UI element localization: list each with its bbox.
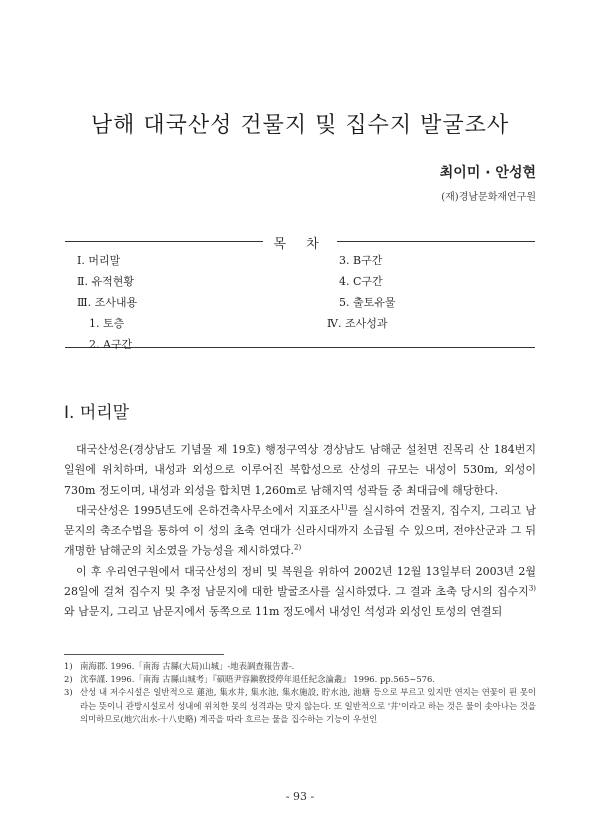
paragraph-text: 와 남문지, 그리고 남문지에서 동쪽으로 11m 정도에서 내성인 석성과 외성인 토성의 연결되 [64,605,503,619]
page-number: - 93 - [285,790,315,803]
authors: 최이미 · 안성현 [439,165,536,181]
footnote-text: 沈奉謹. 1996.「南海 古縣山城考」『碩晤尹容鎭敎授停年退任紀念論叢』 1996. pp.565~576. [80,674,435,685]
footnote [64,673,536,686]
toc-item[interactable]: 4. C구간 [339,275,383,288]
section-heading: Ⅰ. 머리말 [64,403,130,423]
footnote-number: 2) [64,674,73,685]
toc-right-column [327,250,396,334]
toc-item[interactable]: Ⅱ. 유적현황 [77,275,134,288]
affiliation: (재)경남문화재연구원 [441,192,536,203]
body-text [64,440,536,623]
footnote [64,660,536,673]
toc-item[interactable]: 1. 토층 [89,317,125,330]
table-of-contents [65,237,535,351]
footnote-ref[interactable]: 1) [340,503,348,512]
paragraph-text: 를 실시하여 건물지, 집수지, 그리고 남문지의 축조수법을 통하여 이 성의 초축 연대가 신라시대까지 소급될 수 있으며, 전야산군과 그 뒤 개명한 남해군의 치소였을 가능성을 제시하였다. [64,503,536,558]
paragraph-text: 대국산성은 1995년도에 은하건축사무소에서 지표조사 [76,503,341,517]
paragraph-text: 이 후 우리연구원에서 대국산성의 정비 및 복원을 위하여 2002년 12월 13일부터 2003년 2월 28일에 걸쳐 집수지 및 추정 남문지에 대한 발굴조사를 실시하였다. 그 결과 초축 당시의 집수지 [64,564,536,599]
footnote-text: 산성 내 저수시설은 일반적으로 蓮池, 集水井, 集水池, 集水施設, 貯水池, 池塘 등으로 부르고 있지만 연지는 연꽃이 핀 못이라는 뜻이니 관방시설로서 성내에 위치한 못의 성격과는 맞지 않는다. 또 일반적으로 '井'이라고 하는 것은 물이 솟아나는 것을 의미하므로(地穴出水-十八史略) 계곡을 따라 흐르는 물을 집수하는 기능이 우선인 [80,687,536,724]
paragraph [64,562,536,623]
toc-item[interactable]: Ⅰ. 머리말 [77,254,121,267]
toc-item[interactable]: 3. B구간 [339,254,383,267]
paragraph [64,501,536,562]
toc-item[interactable]: 5. 출토유물 [339,296,396,309]
footnote-ref[interactable]: 2) [294,543,302,552]
paper-title: 남해 대국산성 건물지 및 집수지 발굴조사 [90,113,510,138]
footnotes [64,660,536,726]
toc-item[interactable]: Ⅳ. 조사성과 [327,317,388,330]
footnote-divider [64,654,224,655]
footnote-ref[interactable]: 3) [528,584,536,593]
paragraph: 대국산성은(경상남도 기념물 제 19호) 행정구역상 경상남도 남해군 설천면 진목리 산 184번지 일원에 위치하며, 내성과 외성으로 이루어진 복합성으로 산성의 규모는 내성이 530m, 외성이 730m 정도이며, 내성과 외성을 합치면 1,260m로 남해지역 성곽들 중 최대급에 해당한다. [64,443,536,497]
footnote-number: 3) [64,687,73,698]
footnote-number: 1) [64,661,73,671]
toc-item[interactable]: 2. A구간 [89,338,133,351]
toc-item[interactable]: Ⅲ. 조사내용 [77,296,138,309]
footnote [64,686,536,726]
footnote-text: 南海郡. 1996.「南海 古縣(大局)山城」-地表調査報告書-. [80,661,295,671]
toc-left-column [77,250,137,355]
toc-heading: 목 차 [263,237,336,252]
